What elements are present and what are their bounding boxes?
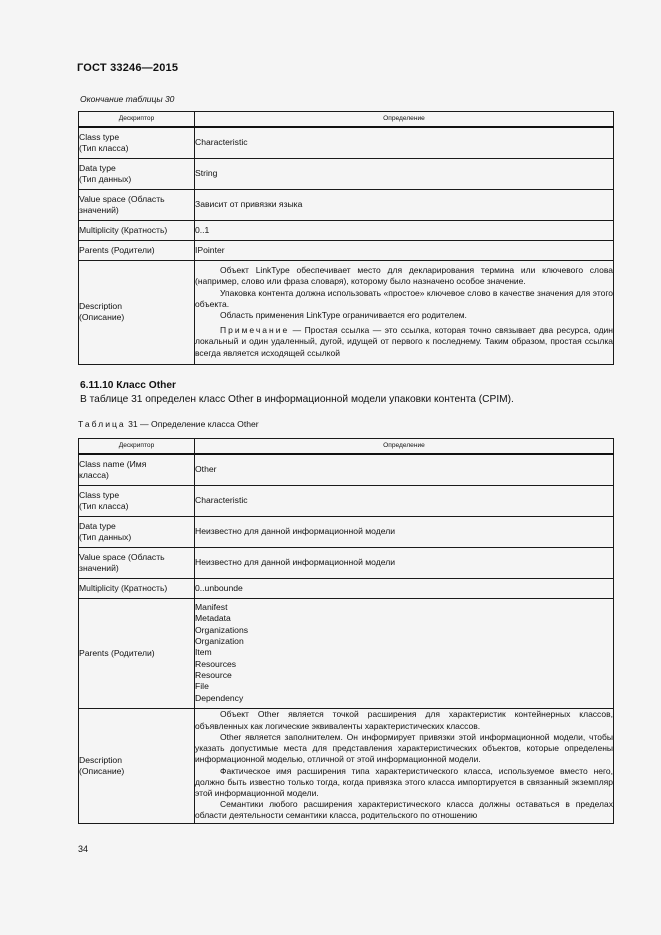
parent-item: Organizations (195, 624, 249, 635)
table-row (79, 240, 614, 260)
description-paragraph: Семантики любого расширения характеристического класса должны оставаться в пределах области деятельности семантики класса, родительского по отношению (195, 799, 613, 821)
description-paragraph: Объект LinkType обеспечивает место для декларирования термина или ключевого слова (например, слово или фраза словаря), которому было назначено особое значение. (195, 265, 613, 287)
parent-item: File (195, 681, 209, 692)
section-paragraph: В таблице 31 определен класс Other в информационной модели упаковки контента (CPIM). (80, 394, 514, 405)
description-paragraph: Фактическое имя расширения типа характеристического класса, используемое вместо него, должно быть известно только тогда, когда привязка этого класса импортируется в связанный экземпляр этой информационной модели. (195, 765, 613, 798)
parent-item: Organization (195, 636, 244, 647)
standard-designation: ГОСТ 33246—2015 (77, 62, 179, 74)
section-heading: 6.11.10 Класс Other (80, 380, 176, 391)
column-header-descriptor: Дескриптор (79, 112, 195, 128)
column-header-definition: Определение (195, 112, 614, 128)
definition-cell: String (195, 158, 614, 189)
page-number: 34 (78, 844, 89, 854)
descriptor-cell: Description (Описание) (79, 708, 195, 823)
definition-cell: Characteristic (195, 127, 614, 158)
descriptor-cell: Multiplicity (Кратность) (79, 220, 195, 240)
definition-cell: 0..unbounde (195, 578, 614, 598)
descriptor-cell: Multiplicity (Кратность) (79, 578, 195, 598)
parent-item: Manifest (195, 602, 228, 613)
parent-item: Resources (195, 658, 237, 669)
table-30 (78, 111, 614, 365)
descriptor-cell: Parents (Родители) (79, 240, 195, 260)
table-row (79, 127, 614, 158)
note-text: — Простая ссылка — это ссылка, которая точно связывает два ресурса, один локальный и один удаленный, дугой, идущей от первого к последнему. Таким образом, простая ссылка всегда является исходящей ссылкой (195, 325, 613, 358)
table-30-continuation-caption: Окончание таблицы 30 (80, 94, 175, 104)
descriptor-cell: Class name (Имя класса) (79, 454, 195, 485)
definition-cell: Characteristic (195, 485, 614, 516)
table-row (79, 598, 614, 708)
table-31-caption-text: 31 — Определение класса Other (125, 419, 259, 429)
table-row (79, 454, 614, 485)
table-row (79, 547, 614, 578)
table-row (79, 485, 614, 516)
descriptor-cell: Class type (Тип класса) (79, 127, 195, 158)
table-31-caption-label: Таблица (78, 419, 126, 429)
descriptor-cell: Description (Описание) (79, 260, 195, 364)
description-paragraph: Область применения LinkType ограничивается его родителем. (220, 310, 467, 320)
description-cell (195, 260, 614, 364)
definition-cell: Неизвестно для данной информационной модели (195, 547, 614, 578)
parents-list (195, 598, 614, 708)
description-paragraph: Other является заполнителем. Он информирует привязки этой информационной модели, чтобы указать допустимые места для представления характеристических объектов, которые определены информационной моделью, отличной от этой информационной модели. (195, 731, 613, 765)
definition-cell: Зависит от привязки языка (195, 189, 614, 220)
descriptor-cell: Data type (Тип данных) (79, 516, 195, 547)
table-31 (78, 438, 614, 824)
note-paragraph (195, 325, 613, 359)
definition-cell: 0..1 (195, 220, 614, 240)
descriptor-cell: Value space (Область значений) (79, 547, 195, 578)
parent-item: Metadata (195, 613, 231, 624)
column-header-descriptor: Дескриптор (79, 439, 195, 455)
definition-cell: IPointer (195, 240, 614, 260)
definition-cell: Неизвестно для данной информационной модели (195, 516, 614, 547)
descriptor-cell: Class type (Тип класса) (79, 485, 195, 516)
table-row (79, 578, 614, 598)
descriptor-cell: Value space (Область значений) (79, 189, 195, 220)
column-header-definition: Определение (195, 439, 614, 455)
description-paragraph: Упаковка контента должна использовать «простое» ключевое слово в качестве значения для этого объекта. (195, 287, 613, 309)
table-row (79, 516, 614, 547)
table-row (79, 158, 614, 189)
descriptor-cell: Data type (Тип данных) (79, 158, 195, 189)
descriptor-cell: Parents (Родители) (79, 598, 195, 708)
table-row (79, 708, 614, 823)
parent-item: Resource (195, 669, 232, 680)
table-row (79, 260, 614, 364)
description-paragraph: Объект Other является точкой расширения для характеристик контейнерных классов, объявленных как логические эквиваленты характеристических классов. (195, 709, 613, 731)
parent-item: Item (195, 647, 212, 658)
note-label: Примечание (220, 325, 290, 336)
definition-cell: Other (195, 454, 614, 485)
table-row (79, 189, 614, 220)
parent-item: Dependency (195, 692, 244, 703)
table-row (79, 220, 614, 240)
table-31-caption (78, 419, 259, 429)
description-cell (195, 708, 614, 823)
